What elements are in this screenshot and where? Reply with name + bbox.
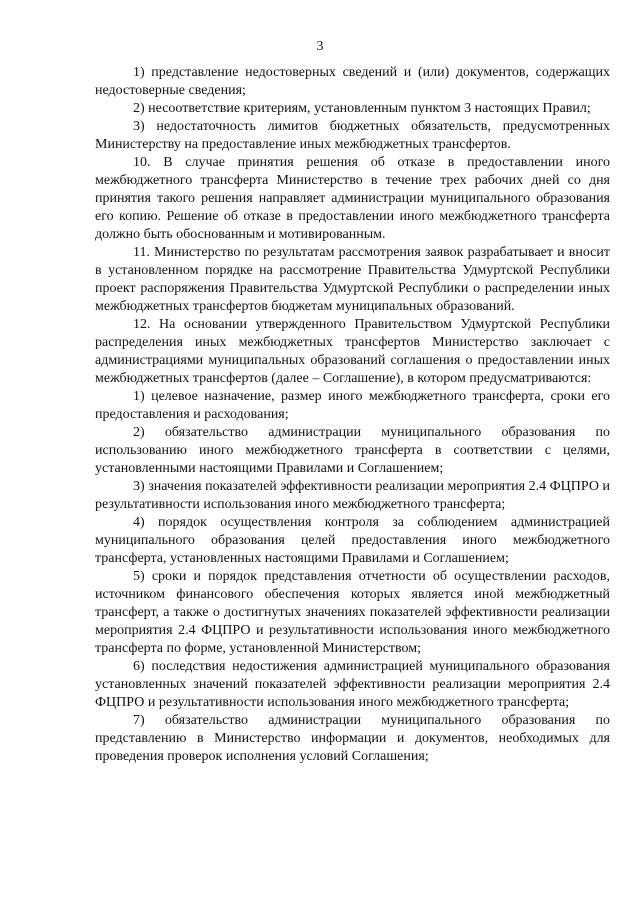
- paragraph-agreement-item-1: 1) целевое назначение, размер иного межбюджетного трансферта, сроки его предоставления и расходования;: [95, 389, 610, 422]
- paragraph-agreement-item-4: 4) порядок осуществления контроля за соблюдением администрацией муниципального образования целей предоставления иного межбюджетного трансферта, установленных настоящими Правилами и Соглашением;: [95, 515, 610, 566]
- paragraph-agreement-item-6: 6) последствия недостижения администрацией муниципального образования установленных значений показателей эффективности реализации мероприятия 2.4 ФЦПРО и результативности использования иного межбюджетного трансферта;: [95, 659, 610, 710]
- paragraph-agreement-item-5: 5) сроки и порядок представления отчетности об осуществлении расходов, источником финансового обеспечения которых является иной межбюджетный трансферт, а также о достигнутых значениях показателей эффективности реализации мероприятия 2.4 ФЦПРО и результативности использования иного межбюджетного трансферта по форме, установленной Министерством;: [95, 569, 610, 656]
- paragraph-agreement-item-2: 2) обязательство администрации муниципального образования по использованию иного межбюджетного трансферта в соответствии с целями, установленными настоящими Правилами и Соглашением;: [95, 425, 610, 476]
- page-number: 3: [316, 39, 324, 54]
- paragraph-section-10: 10. В случае принятия решения об отказе в предоставлении иного межбюджетного трансферта Министерство в течение трех рабочих дней со дня принятия такого решения направляет администрации муниципального образования его копию. Решение об отказе в предоставлении иного межбюджетного трансферта должно быть обоснованным и мотивированным.: [95, 155, 610, 242]
- paragraph-item-3: 3) недостаточность лимитов бюджетных обязательств, предусмотренных Министерству на предоставление иных межбюджетных трансфертов.: [95, 119, 610, 152]
- paragraph-section-11: 11. Министерство по результатам рассмотрения заявок разрабатывает и вносит в установленном порядке на рассмотрение Правительства Удмуртской Республики проект распоряжения Правительства Удмуртской Республики о распределении иных межбюджетных трансфертов бюджетам муниципальных образований.: [95, 245, 610, 314]
- paragraph-item-2: 2) несоответствие критериям, установленным пунктом 3 настоящих Правил;: [133, 101, 591, 116]
- paragraph-agreement-item-7: 7) обязательство администрации муниципального образования по представлению в Министерство информации и документов, необходимых для проведения проверок исполнения условий Соглашения;: [95, 713, 610, 764]
- paragraph-section-12: 12. На основании утвержденного Правительством Удмуртской Республики распределения иных межбюджетных трансфертов Министерство заключает с администрациями муниципальных образований соглашения о предоставлении иных межбюджетных трансфертов (далее – Соглашение), в котором предусматриваются:: [95, 317, 610, 386]
- paragraph-item-1: 1) представление недостоверных сведений и (или) документов, содержащих недостоверные сведения;: [95, 65, 610, 98]
- paragraph-agreement-item-3: 3) значения показателей эффективности реализации мероприятия 2.4 ФЦПРО и результативности использования иного межбюджетного трансферта;: [95, 479, 610, 512]
- document-body: [95, 64, 610, 766]
